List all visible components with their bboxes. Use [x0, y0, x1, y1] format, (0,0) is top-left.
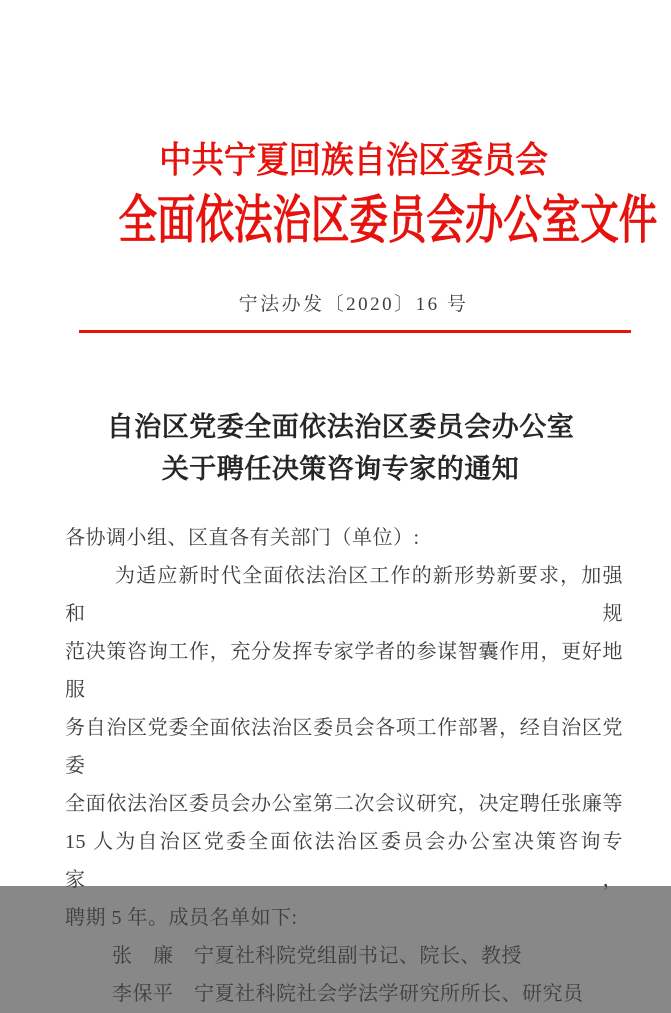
member-item: 张 廉 宁夏社科院党组副书记、院长、教授	[112, 945, 522, 967]
salutation-line: 各协调小组、区直各有关部门（单位）:	[65, 527, 420, 549]
body-line: 范决策咨询工作，充分发挥专家学者的参谋智囊作用，更好地服	[65, 641, 623, 701]
body-line: 聘期 5 年。成员名单如下:	[65, 907, 298, 929]
title-line1: 自治区党委全面依法治区委员会办公室	[106, 412, 575, 442]
body-line: 全面依法治区委员会办公室第二次会议研究，决定聘任张廉等	[65, 793, 623, 815]
issuing-org-line2: 全面依法治区委员会办公室文件	[118, 193, 658, 250]
red-separator-line	[79, 330, 631, 333]
body-line: 15 人为自治区党委全面依法治区委员会办公室决策咨询专家，	[65, 831, 623, 891]
title-line2: 关于聘任决策咨询专家的通知	[161, 454, 520, 484]
document-title	[10, 406, 671, 490]
document-masthead	[36, 138, 671, 252]
member-item: 李保平 宁夏社科院社会学法学研究所所长、研究员	[112, 983, 584, 1005]
issuing-org-line1: 中共宁夏回族自治区委员会	[159, 140, 548, 180]
document-body	[65, 519, 623, 1013]
document-number: 宁法办发〔2020〕16 号	[238, 294, 469, 315]
body-line: 为适应新时代全面依法治区工作的新形势新要求，加强和规	[65, 565, 623, 625]
body-line: 务自治区党委全面依法治区委员会各项工作部署，经自治区党委	[65, 717, 623, 777]
